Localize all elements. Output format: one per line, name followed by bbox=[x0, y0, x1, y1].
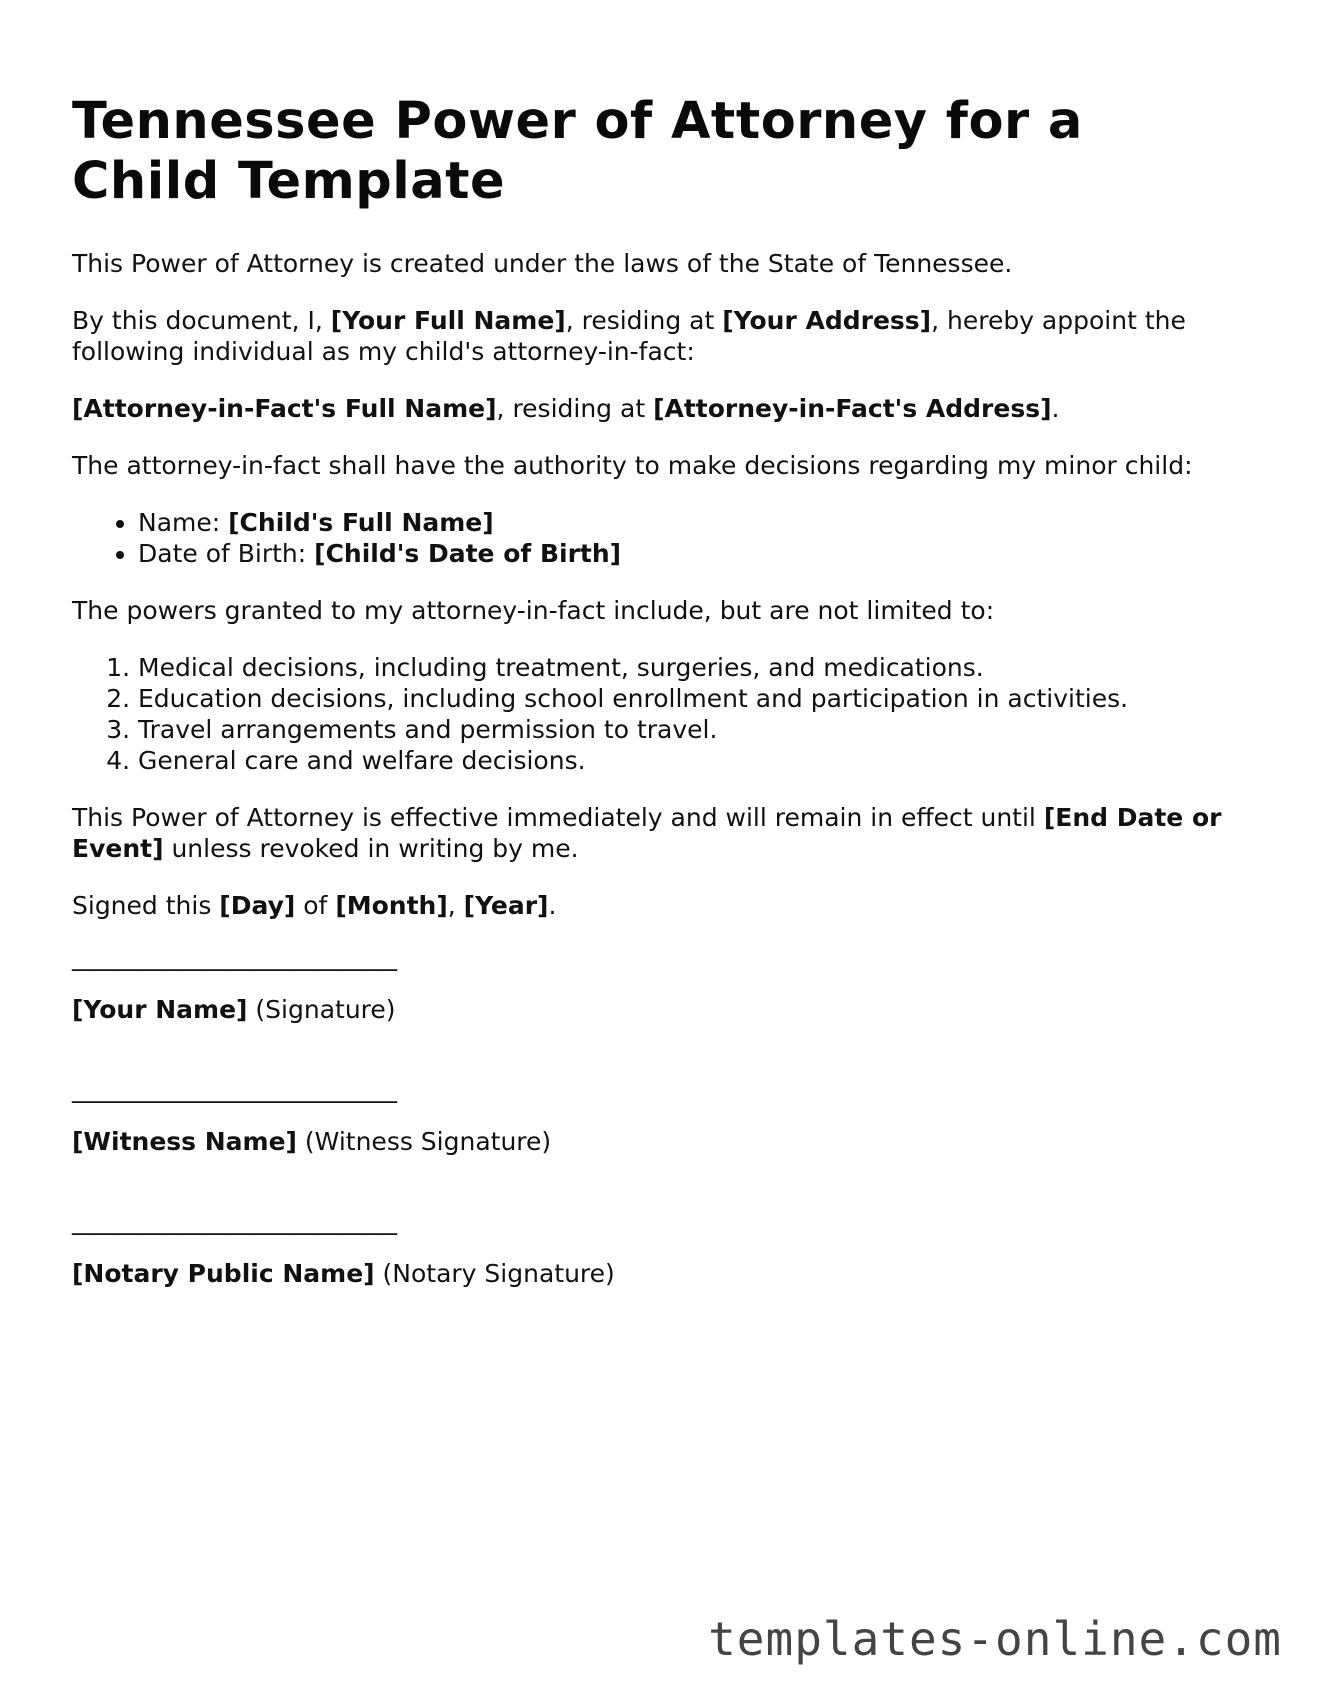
authority-paragraph: The attorney-in-fact shall have the authority to make decisions regarding my minor child: bbox=[72, 451, 1193, 480]
end-date-placeholder: [End Date or Event] bbox=[72, 803, 1222, 863]
effective-suffix: unless revoked in writing by me. bbox=[163, 834, 579, 863]
child-name-label: Name: bbox=[138, 508, 229, 537]
child-dob-label: Date of Birth: bbox=[138, 539, 315, 568]
power-item: 3. Travel arrangements and permission to travel. bbox=[138, 714, 1252, 745]
child-dob-placeholder: [Child's Date of Birth] bbox=[314, 539, 622, 568]
watermark-text: templates-online.com bbox=[708, 1612, 1282, 1666]
signed-prefix: Signed this bbox=[72, 891, 220, 920]
notary-role: (Notary Signature) bbox=[374, 1259, 615, 1288]
attorney-name-placeholder: [Attorney-in-Fact's Full Name] bbox=[72, 394, 497, 423]
signature-line: __________________________ bbox=[72, 1074, 397, 1103]
signed-comma: , bbox=[447, 891, 464, 920]
attorney-paragraph bbox=[72, 393, 1252, 424]
signed-of: of bbox=[295, 891, 336, 920]
child-details-list bbox=[72, 507, 1252, 569]
child-name-placeholder: [Child's Full Name] bbox=[228, 508, 494, 537]
child-dob-item bbox=[138, 538, 1252, 569]
signature-block-notary bbox=[72, 1205, 1252, 1289]
appoint-mid: , residing at bbox=[565, 306, 723, 335]
principal-role: (Signature) bbox=[247, 995, 396, 1024]
signature-block-principal bbox=[72, 941, 1252, 1025]
your-address-placeholder: [Your Address] bbox=[722, 306, 932, 335]
power-item: 2. Education decisions, including school enrollment and participation in activities. bbox=[138, 683, 1252, 714]
power-item: 1. Medical decisions, including treatment, surgeries, and medications. bbox=[138, 652, 1252, 683]
signature-caption bbox=[72, 1258, 1252, 1289]
effective-paragraph bbox=[72, 802, 1252, 864]
signature-line: __________________________ bbox=[72, 1206, 397, 1235]
witness-name-placeholder: [Witness Name] bbox=[72, 1127, 297, 1156]
powers-intro-paragraph: The powers granted to my attorney-in-fact include, but are not limited to: bbox=[72, 596, 995, 625]
witness-role: (Witness Signature) bbox=[296, 1127, 552, 1156]
year-placeholder: [Year] bbox=[463, 891, 549, 920]
day-placeholder: [Day] bbox=[219, 891, 296, 920]
signed-paragraph bbox=[72, 890, 1252, 921]
principal-name-placeholder: [Your Name] bbox=[72, 995, 248, 1024]
signed-end: . bbox=[548, 891, 557, 920]
attorney-address-placeholder: [Attorney-in-Fact's Address] bbox=[653, 394, 1052, 423]
power-item: 4. General care and welfare decisions. bbox=[138, 745, 1252, 776]
intro-paragraph: This Power of Attorney is created under the laws of the State of Tennessee. bbox=[72, 249, 1013, 278]
notary-name-placeholder: [Notary Public Name] bbox=[72, 1259, 375, 1288]
signature-block-witness bbox=[72, 1073, 1252, 1157]
attorney-mid: , residing at bbox=[496, 394, 654, 423]
month-placeholder: [Month] bbox=[335, 891, 448, 920]
powers-list bbox=[72, 652, 1252, 776]
appoint-prefix: By this document, I, bbox=[72, 306, 331, 335]
appointment-paragraph bbox=[72, 305, 1252, 367]
appoint-suffix: , hereby appoint the following individual as my child's attorney-in-fact: bbox=[72, 306, 1186, 366]
effective-prefix: This Power of Attorney is effective immediately and will remain in effect until bbox=[72, 803, 1044, 832]
your-full-name-placeholder: [Your Full Name] bbox=[330, 306, 566, 335]
signature-caption bbox=[72, 994, 1252, 1025]
page-title: Tennessee Power of Attorney for a Child Template bbox=[72, 92, 1083, 211]
signature-line: __________________________ bbox=[72, 942, 397, 971]
attorney-suffix: . bbox=[1051, 394, 1060, 423]
child-name-item bbox=[138, 507, 1252, 538]
document-body bbox=[72, 248, 1252, 1337]
signature-caption bbox=[72, 1126, 1252, 1157]
